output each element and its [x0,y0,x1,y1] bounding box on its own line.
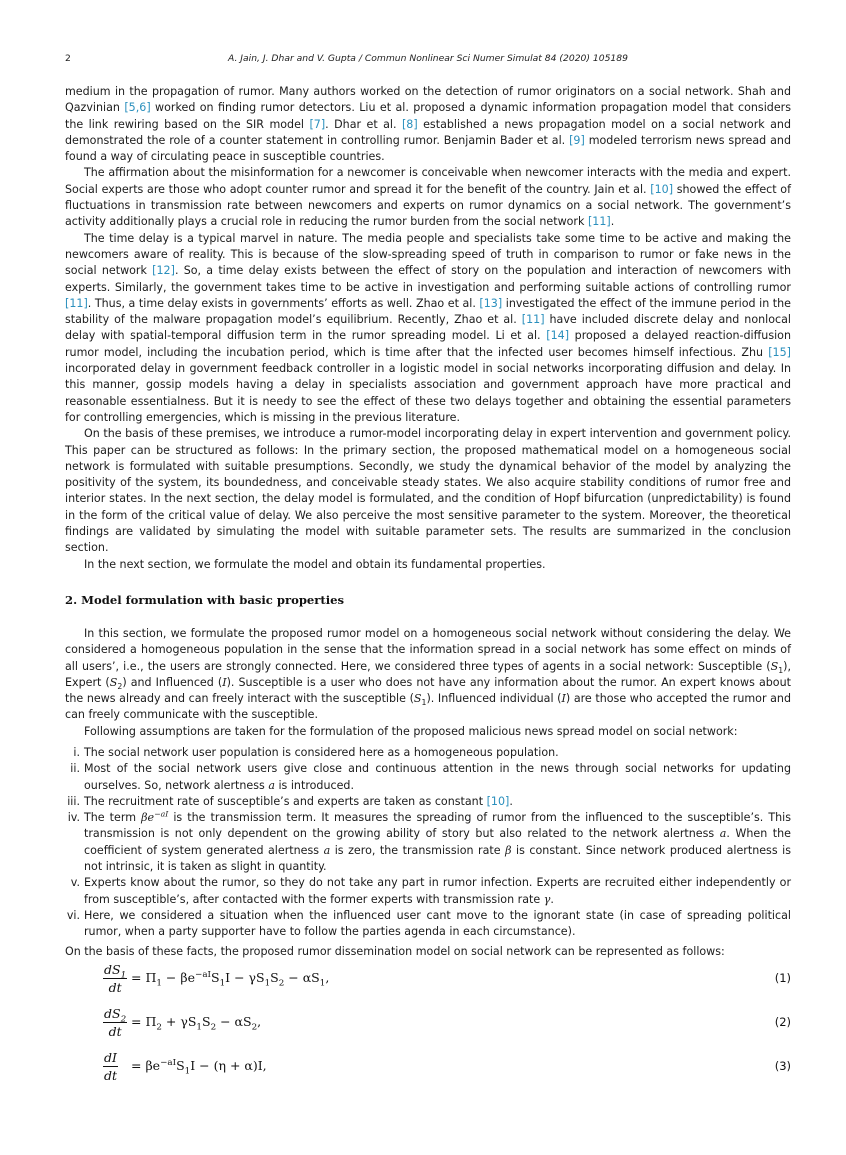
equation-number: (3) [774,1058,791,1073]
running-title: A. Jain, J. Dhar and V. Gupta / Commun Nonlinear Sci Numer Simulat 84 (2020) 105189 [228,53,628,64]
derivative-fraction: $\frac{dS_1}{dt}$ [104,961,127,995]
paragraph: Following assumptions are taken for the formulation of the proposed malicious news spread model on social network: [84,724,738,738]
citation-link[interactable]: [10] [650,182,674,196]
list-item: vi. Here, we considered a situation when the influenced user cant move to the ignorant state (in case of spreading political rumor, when a party supporter have to follow the parties agenda in each circumstance). [66,908,791,939]
list-item: ii. Most of the social network users give close and continuous attention in the news through social networks for updating ourselves. So, network alertness a is introduced. [70,762,791,792]
list-item: iv. The term $\beta e^{-aI}$ is the transmission term. It measures the spreading of rumor from the influenced to the susceptible’s. This transmission is not only dependent on the growing ability of story but also related to the network alertness a. When the coefficient of system generated alertness a is zero, the transmission rate β is constant. Since network produced alertness is not intrinsic, it is taken as slight in quantity. [67,809,791,874]
paragraph: In this section, we formulate the proposed rumor model on a homogeneous social network without considering the delay. We considered a homogeneous population in the sense that the information spread in a social network has some effect on minds of all users’, i.e., the users are strongly connected. Here, we considered three types of agents in a social network: Susceptible $(S_1)$, Expert $(S_2)$ and Influenced (I). Susceptible is a user who does not have any information about the rumor. An expert knows about the news already and can freely interact with the susceptible $(S_1)$. Influenced individual (I) are those who accepted the rumor and can freely communicate with the susceptible. [65,626,792,722]
paragraph: On the basis of these facts, the proposed rumor dissemination model on social network can be represented as follows: [65,944,725,958]
equation-2 [65,1004,791,1048]
section-heading: 2. Model formulation with basic properties [65,592,345,607]
citation-link[interactable]: [15] [768,345,791,359]
running-header [65,53,791,67]
citation-link[interactable]: [9] [569,133,585,147]
list-item: iii. The recruitment rate of susceptible’s and experts are taken as constant [10]. [67,794,513,808]
page-number: 2 [65,53,71,64]
citation-link[interactable]: [7] [309,117,326,131]
citation-link[interactable]: [10] [486,794,510,808]
citation-link[interactable]: [12] [152,264,175,278]
paragraph: The time delay is a typical marvel in nature. The media people and specialists take some time to be active and making the newcomers aware of reality. This is because of the slow-spreading speed of truth in comparison to rumor or fake news in the social network [12]. So, a time delay exists between the effect of story on the population and interaction of newcomers with experts. Similarly, the government takes time to be active in investigation and performing suitable actions of controlling rumor [11]. Thus, a time delay exists in governments’ efforts as well. Zhao et al. [13] investigated the effect of the immune period in the stability of the malware propagation model’s equilibrium. Recently, Zhao et al. [11] have included discrete delay and nonlocal delay with spatial-temporal diffusion term in the rumor spreading model. Li et al. [14] proposed a delayed reaction-diffusion rumor model, including the incubation period, which is time after that the infected user becomes himself infectious. Zhu [15] incorporated delay in government feedback controller in a logistic model in social networks incorporating diffusion and delay. In this manner, gossip models having a delay in specialists association and government approach have more practical and reasonable essentialness. But it is needy to see the effect of these two delays together and obtaining the essential parameters for controlling emergencies, which is missing in the previous literature. [65,231,791,424]
article-body [65,84,791,1092]
list-item: i. The social network user population is considered here as a homogeneous population. [73,745,559,759]
citation-link[interactable]: [11] [587,215,611,229]
paragraph: The affirmation about the misinformation for a newcomer is conceivable when newcomer interacts with the media and expert. Social experts are those who adopt counter rumor and spread it for the benefit of the country. Jain et al. [10] showed the effect of fluctuations in transmission rate between newcomers and experts on rumor dynamics on a social network. The government’s activity additionally plays a crucial role in reducing the rumor burden from the social network [11]. [65,166,791,229]
equation-number: (2) [774,1014,791,1029]
citation-link[interactable]: [14] [546,329,570,343]
citation-link[interactable]: [5,6] [124,101,151,115]
list-item: v. Experts know about the rumor, so they do not take any part in rumor infection. Experts are recruited either independently or from susceptible’s, after contacted with the former experts with transmission rate γ. [70,876,791,906]
equation-rhs: = $\Pi_1 - \beta e^{-aI}S_1I - \gamma S_1S_2 - \alpha S_1$, [131,969,330,989]
derivative-fraction: $\frac{dS_2}{dt}$ [104,1005,127,1039]
citation-link[interactable]: [13] [479,296,503,310]
citation-link[interactable]: [11] [521,313,545,327]
equation-3 [65,1048,791,1092]
citation-link[interactable]: [11] [65,296,88,310]
paragraph: medium in the propagation of rumor. Many authors worked on the detection of rumor originators on a social network. Shah and Qazvinian [5,6] worked on finding rumor detectors. Liu et al. proposed a dynamic information propagation model that considers the link rewiring based on the SIR model [7]. Dhar et al. [8] established a news propagation model on a social network and demonstrated the role of a counter statement in controlling rumor. Benjamin Bader et al. [9] modeled terrorism news spread and found a way of circulating peace in susceptible countries. [65,85,791,164]
equation-number: (1) [774,970,791,985]
paragraph: On the basis of these premises, we introduce a rumor-model incorporating delay in expert intervention and government policy. This paper can be structured as follows: In the primary section, the proposed mathematical model on a homogeneous social network is formulated with suitable presumptions. Secondly, we study the dynamical behavior of the model by analyzing the positivity of the system, its boundedness, and conceivable steady states. We also acquire stability conditions of rumor free and interior states. In the next section, the delay model is formulated, and the condition of Hopf bifurcation (unpredictability) is found in the form of the critical value of delay. We also perceive the most sensitive parameter to the system. Moreover, the theoretical findings are validated by simulating the model with suitable parameter sets. The results are summarized in the conclusion section. [65,427,791,555]
assumption-list [65,745,791,941]
derivative-fraction: $\frac{dI}{dt}$ [103,1049,117,1083]
citation-link[interactable]: [8] [401,117,418,131]
equation-1 [65,960,791,1004]
equation-rhs: = $\beta e^{-aI}S_1I - (\eta + \alpha)I$, [131,1057,267,1077]
paragraph: In the next section, we formulate the model and obtain its fundamental properties. [84,557,546,571]
equation-rhs: = $\Pi_2 + \gamma S_1S_2 - \alpha S_2$, [131,1013,262,1033]
